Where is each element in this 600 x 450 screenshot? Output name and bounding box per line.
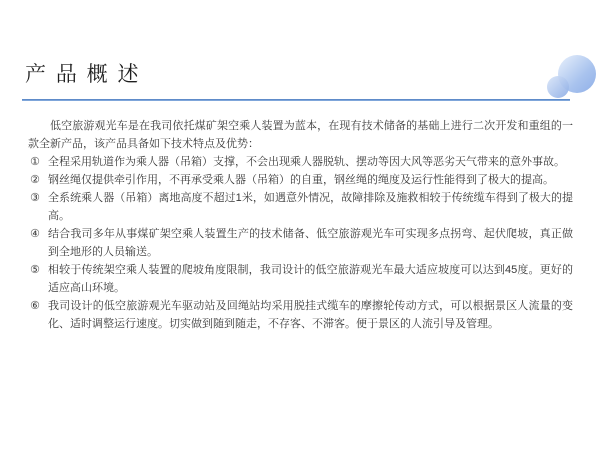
- title-underline: [22, 99, 570, 101]
- feature-text: 全系统乘人器（吊箱）离地高度不超过1米，如遇意外情况，故障排除及施救相较于传统缆车得到了极大的提高。: [48, 192, 573, 222]
- feature-text: 相较于传统架空乘人装置的爬坡角度限制，我司设计的低空旅游观光车最大适应坡度可以达到45度。更好的适应高山环境。: [48, 264, 573, 294]
- intro-paragraph: 低空旅游观光车是在我司依托煤矿架空乘人装置为蓝本，在现有技术储备的基础上进行二次开发和重组的一款全新产品，该产品具备如下技术特点及优势：: [28, 120, 573, 150]
- feature-text: 全程采用轨道作为乘人器（吊箱）支撑，不会出现乘人器脱轨、摆动等因大风等恶劣天气带来的意外事故。: [48, 156, 565, 168]
- feature-number: ①: [30, 156, 40, 168]
- feature-text: 钢丝绳仅提供牵引作用，不再承受乘人器（吊箱）的自重，钢丝绳的绳度及运行性能得到了极大的提高。: [48, 174, 554, 186]
- feature-number: ③: [30, 192, 40, 204]
- feature-text: 结合我司多年从事煤矿架空乘人装置生产的技术储备、低空旅游观光车可实现多点拐弯、起伏爬坡，真正做到全地形的人员输送。: [48, 228, 573, 258]
- feature-number: ④: [30, 228, 40, 240]
- feature-item: [28, 171, 573, 189]
- page-title: 产 品 概 述: [25, 63, 141, 86]
- body-text-block: [28, 117, 573, 333]
- decorative-circle-small: [547, 76, 569, 98]
- feature-item: [28, 297, 573, 333]
- feature-item: [28, 261, 573, 297]
- feature-text: 我司设计的低空旅游观光车驱动站及回绳站均采用脱挂式缆车的摩擦轮传动方式，可以根据景区人流量的变化、适时调整运行速度。切实做到随到随走，不存客、不滞客。便于景区的人流引导及管理。: [48, 300, 573, 330]
- feature-item: [28, 189, 573, 225]
- feature-number: ⑤: [30, 264, 40, 276]
- feature-item: [28, 153, 573, 171]
- feature-number: ②: [30, 174, 40, 186]
- feature-list: [28, 153, 573, 333]
- feature-item: [28, 225, 573, 261]
- feature-number: ⑥: [30, 300, 40, 312]
